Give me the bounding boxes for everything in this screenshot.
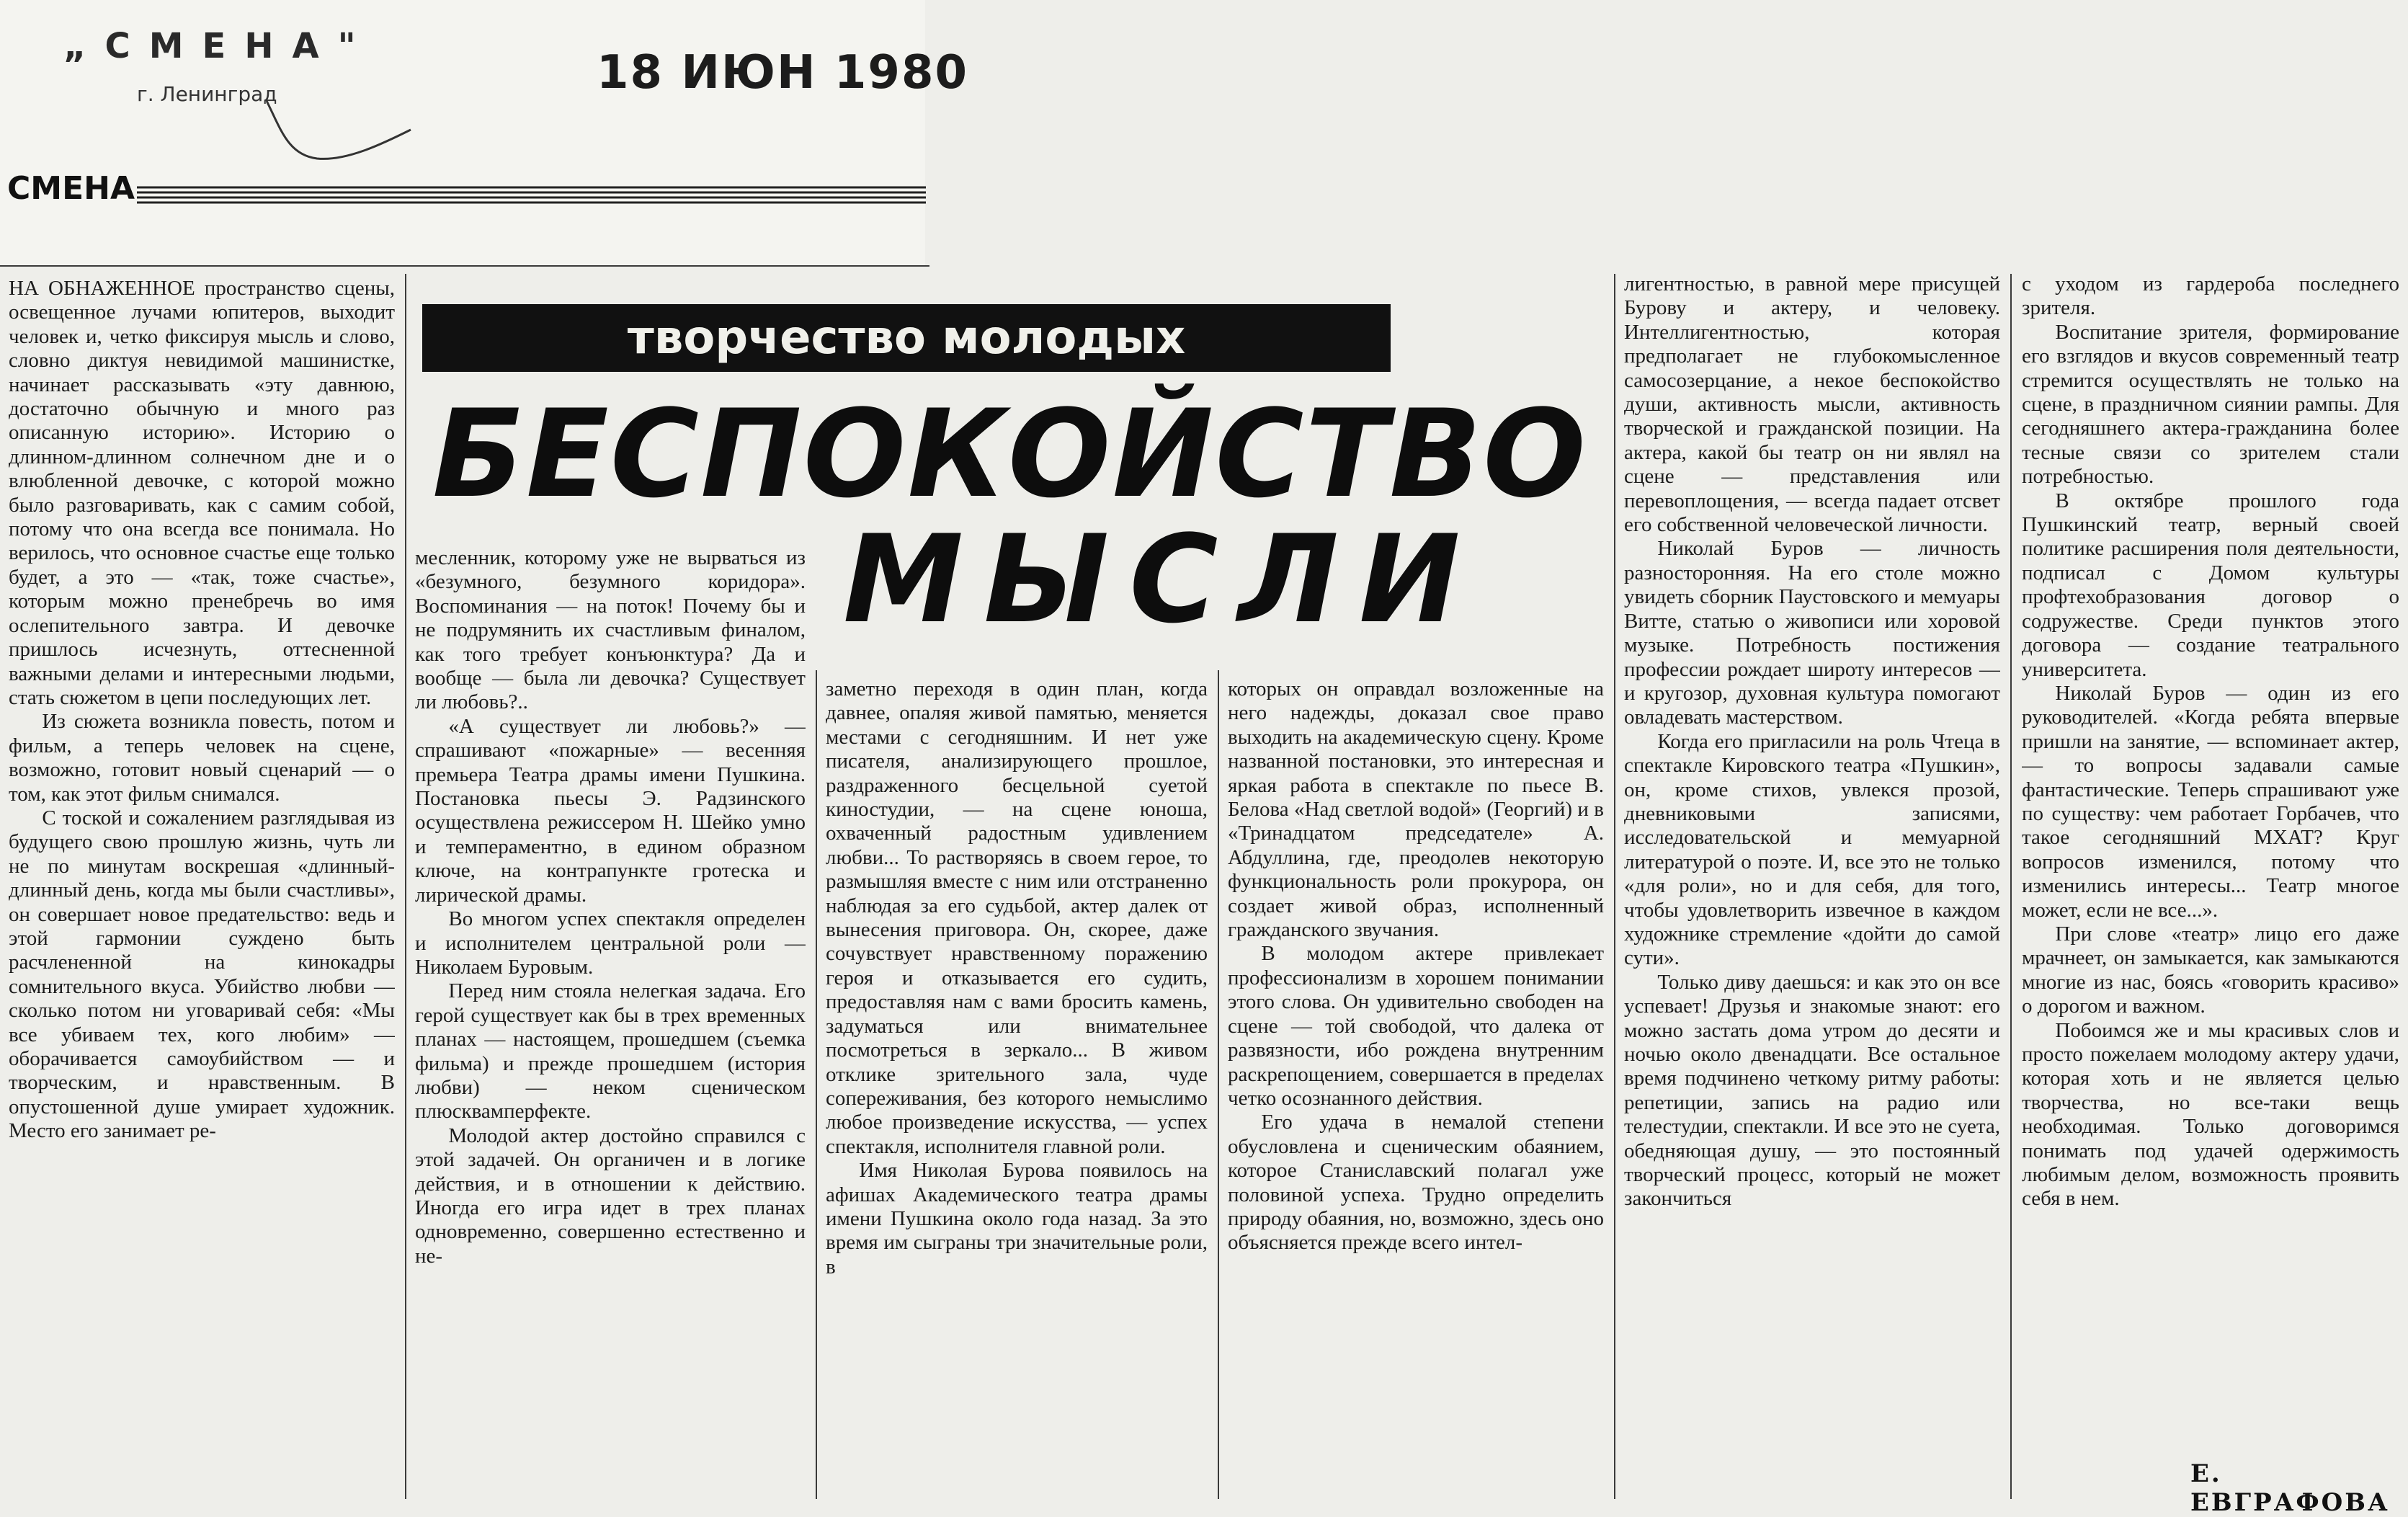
paragraph: Его удача в немалой степени обусловлена и сценическим обаянием, которое Станиславский полагал уже половиной успеха. Трудно определить природу обаяния, но, возможно, здесь оно объясняется прежде всего интел-: [1228, 1111, 1604, 1255]
paragraph: Имя Николая Бурова появилось на афишах Академического театра драмы имени Пушкина около года назад. За это время им сыграны три значительные роли, в: [826, 1159, 1208, 1278]
paragraph: месленник, которому уже не вырваться из «безумного, безумного коридора». Воспоминания — на поток! Почему бы и не подрумянить их счастливым финалом, как того требует конъюнктура? Да и вообще — была ли девочка? Существует ли любовь?..: [415, 546, 806, 714]
paragraph: В октябре прошлого года Пушкинский театр, верный своей политике расширения поля деятельности, подписал с Домом культуры профтехобразования договор о содружестве. Среди пунктов этого договора — создание театрального университета.: [2022, 489, 2399, 681]
text-column-1: [9, 277, 395, 1502]
text-column-2: [415, 546, 806, 1505]
handwritten-mark-icon: [259, 86, 418, 166]
paragraph: Из сюжета возникла повесть, потом и фильм, а теперь человек на сцене, возможно, готовит новый сценарий — о том, как этот фильм снимался.: [9, 710, 395, 806]
paragraph: Николай Буров — один из его руководителей. «Когда ребята впервые пришли на занятие, — вспоминает актер, — то вопросы задавали самые фантастические. Теперь спрашивают уже по существу: чем работает Горбачев, что такое сегодняшний МХАТ? Круг вопросов изменился, потому что изменились интересы... Театр многое может, если не все...».: [2022, 681, 2399, 922]
paragraph: Только диву даешься: и как это он все успевает! Друзья и знакомые знают: его можно застать дома утром до десяти и ночью около двенадцати. Все остальное время подчинено четкому ритму работы: репетиции, запись на радио или телестудии, спектакли. И все это не суета, обедняющая душу, — это постоянный творческий процесс, который не может закончиться: [1624, 970, 2000, 1211]
clipping-top-rule: [0, 265, 929, 267]
paragraph: НА ОБНАЖЕННОЕ пространство сцены, освещенное лучами юпитеров, выходит человек и, четко фиксируя мысль и слово, словно диктуя невидимой машинистке, начинает рассказывать «эту давнюю, достаточно обычную и много раз описанную историю». Историю о длинном-длинном солнечном дне и о влюбленной девочке, с которой можно было разговаривать, как с самим собой, потому что она всегда все понимала. Но верилось, что основное счастье еще только будет, а это — «так, тоже счастье», которым можно пренебречь во имя ослепительного завтра. И девочке пришлось исчезнуть, оттесненной важными делами и интересными людьми, стать сюжетом в цепи последующих лет.: [9, 277, 395, 709]
masthead-rule: [137, 183, 926, 208]
paragraph: В молодом актере привлекает профессионализм в хорошем понимании этого слова. Он удивительно свободен на сцене — той свободой, что далека от развязности, ибо рождена внутренним раскрепощением, совершается в пределах четко осознанного действия.: [1228, 942, 1604, 1110]
headline-line-1: БЕСПОКОЙСТВО: [432, 383, 1588, 525]
paragraph: С тоской и сожалением разглядывая из будущего свою прошлую жизнь, чуть ли не по минутам воскрешая «длинный-длинный день, когда мы были счастливы», он совершает новое предательство: ведь и этой гармонии суждено быть расчлененной на кинокадры сомнительного вкуса. Убийство любви — сколько потом ни уговаривай себя: «Мы все убиваем тех, кого любим» — оборачивается самоубийством — и творческим, и нравственным. В опустошенной душе умирает художник. Место его занимает ре-: [9, 806, 395, 1143]
rubric-banner: творчество молодых: [422, 304, 1391, 372]
text-column-4: [1228, 677, 1604, 1499]
column-rule: [1218, 670, 1219, 1499]
paragraph: «А существует ли любовь?» — спрашивают «пожарные» — весенняя премьера Театра драмы имени Пушкина. Постановка пьесы Э. Радзинского осуществлена режиссером Н. Шейко умно и темпераментно, в едином образном ключе, на контрапункте гротеска и лирической драмы.: [415, 714, 806, 907]
paragraph: Молодой актер достойно справился с этой задачей. Он органичен и в логике действия, и в отношении к действию. Иногда его игра идет в трех планах одновременно, совершенно естественно и не-: [415, 1124, 806, 1268]
paragraph: лигентностью, в равной мере присущей Бурову и актеру, и человеку. Интеллигентностью, которая предполагает не глубокомысленное самосозерцание, а некое беспокойство души, активность мысли, активность творческой и гражданской позиции. На актера, какой бы театр он ни являл на сцене — представления или перевоплощения, — всегда падает отсвет его собственной человеческой личности.: [1624, 272, 2000, 537]
paragraph: При слове «театр» лицо его даже мрачнеет, он замыкается, как замыкаются многие из нас, боясь «говорить красиво» о дорогом и важном.: [2022, 922, 2399, 1018]
stamp-city: г. Ленинград: [137, 82, 277, 106]
author-signature: Е. ЕВГРАФОВА: [2190, 1459, 2390, 1517]
paragraph: Воспитание зрителя, формирование его взглядов и вкусов современный театр стремится осуществлять не только на сцене, в праздничном сиянии рампы. Для сегодняшнего актера-гражданина более тесные связи со зрителем стали потребностью.: [2022, 320, 2399, 489]
paragraph: Перед ним стояла нелегкая задача. Его герой существует как бы в трех временных планах — настоящем, прошедшем (съемка фильма) и прежде прошедшем (история любви) — неком сценическом плюсквамперфекте.: [415, 979, 806, 1124]
text-column-6: [2022, 272, 2399, 1454]
paragraph: которых он оправдал возложенные на него надежды, доказал свое право выходить на академическую сцену. Кроме названной постановки, это интересная и яркая работа в спектакле по пьесе В. Белова «Над светлой водой» (Георгий) и в «Тринадцатом председателе» А. Абдуллина, где, преодолев некоторую функциональность роли прокурора, он создает живой образ, исполненный гражданского звучания.: [1228, 677, 1604, 942]
paragraph: Побоимся же и мы красивых слов и просто пожелаем молодому актеру удачи, которая хоть и не является целью творчества, но все-таки вещь необходимая. Только договоримся понимать под удачей одержимость любимым делом, возможность проявить себя в нем.: [2022, 1018, 2399, 1211]
column-rule: [2010, 274, 2012, 1499]
column-rule: [405, 274, 406, 1499]
stamp-newspaper-name: „СМЕНА": [63, 26, 375, 66]
paragraph: Во многом успех спектакля определен и исполнителем центральной роли — Николаем Буровым.: [415, 907, 806, 979]
masthead-title: СМЕНА: [7, 170, 135, 207]
paragraph: Николай Буров — личность разносторонняя. На его столе можно увидеть сборник Паустовского и мемуары Витте, статью о живописи или хоровой музыке. Потребность постижения профессии рождает широту интересов — и кругозор, духовная культура помогают овладевать мастерством.: [1624, 537, 2000, 729]
column-rule: [816, 670, 817, 1499]
paragraph: заметно переходя в один план, когда давнее, опаляя живой памятью, меняется местами с сегодняшним. И нет уже писателя, анализирующего прошлое, раздраженного бесцельной суетой киностудии, — на сцене юноша, охваченный радостным удивлением любви... То растворяясь в своем герое, то размышляя вместе с ним или отстраненно наблюдая за его судьбой, актер далек от вынесения приговора. Он, скорее, даже сочувствует нравственному поражению героя и отказывается его судить, предоставляя нам с вами бросить камень, задуматься или внимательнее посмотреться в зеркало... В живом отклике зрительного зала, чуде сопереживания, без которого немыслимо любое произведение искусства, — успех спектакля, исполнителя главной роли.: [826, 677, 1208, 1158]
text-column-5: [1624, 272, 2000, 1502]
paragraph: Когда его пригласили на роль Чтеца в спектакле Кировского театра «Пушкин», он, кроме стихов, увлекся прозой, дневниковыми записями, исследовательской и мемуарной литературой о поэте. И, все это не только «для роли», но и для себя, для того, чтобы удовлетворить извечное в каждом художнике стремление «дойти до самой сути».: [1624, 729, 2000, 970]
paragraph: с уходом из гардероба последнего зрителя.: [2022, 272, 2399, 320]
text-column-3: [826, 677, 1208, 1499]
column-rule: [1614, 274, 1615, 1499]
stamp-date: 18 ИЮН 1980: [597, 46, 968, 99]
headline-line-2: МЫСЛИ: [843, 509, 1481, 650]
